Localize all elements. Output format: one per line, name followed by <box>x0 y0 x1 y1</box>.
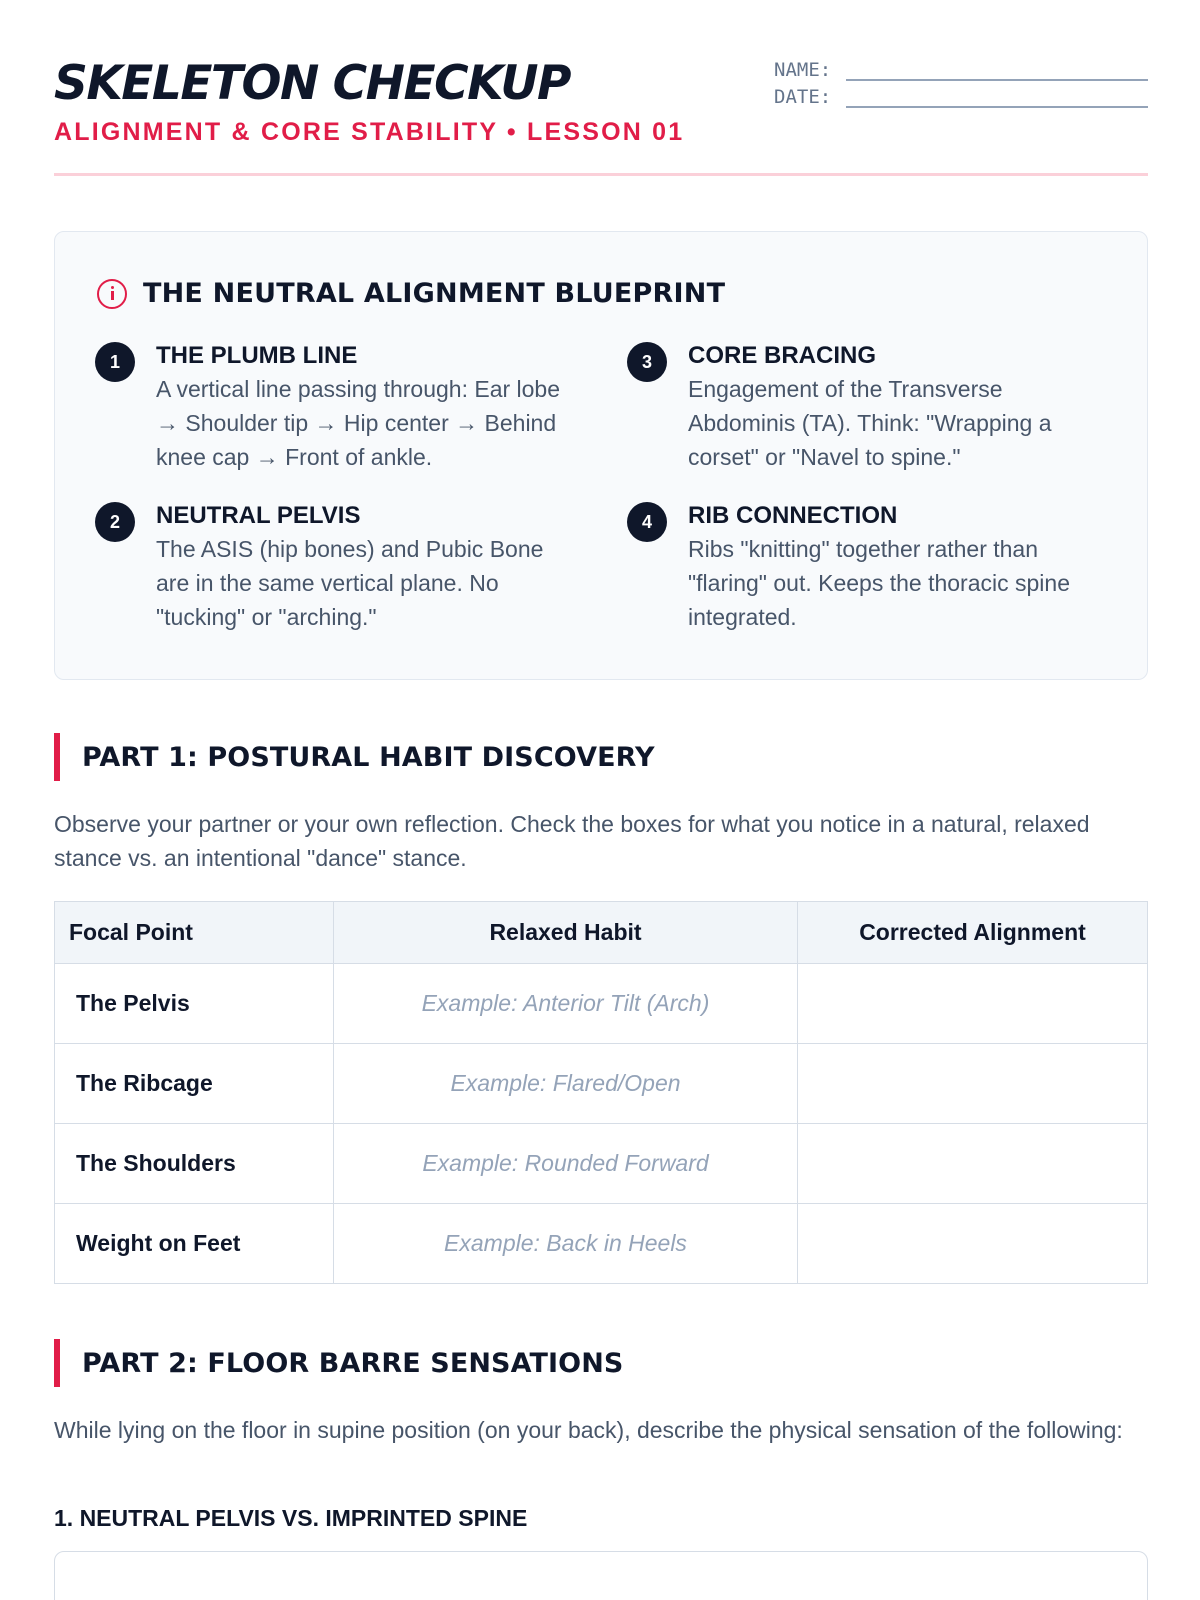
column-header-focal-point: Focal Point <box>55 902 334 964</box>
blueprint-title: THE NEUTRAL ALIGNMENT BLUEPRINT <box>143 278 726 309</box>
blueprint-item-title: CORE BRACING <box>688 342 877 369</box>
part2-heading <box>54 1339 1148 1387</box>
number-badge: 3 <box>627 342 667 382</box>
table-header-row <box>55 902 1148 964</box>
date-field[interactable] <box>846 90 1148 108</box>
blueprint-item-plumb-line <box>95 340 565 474</box>
blueprint-item-text: Ribs "knitting" together rather than "flaring" out. Keeps the thoracic spine integrated. <box>688 536 1070 630</box>
question-1-answer-box[interactable] <box>54 1551 1148 1600</box>
blueprint-item-title: RIB CONNECTION <box>688 502 898 529</box>
worksheet-subtitle: ALIGNMENT & CORE STABILITY • LESSON 01 <box>54 118 685 146</box>
alignment-blueprint-panel <box>54 231 1148 680</box>
corrected-alignment-cell[interactable] <box>798 1204 1148 1284</box>
relaxed-habit-cell[interactable]: Example: Rounded Forward <box>334 1124 798 1204</box>
part2-title: PART 2: FLOOR BARRE SENSATIONS <box>82 1347 624 1379</box>
blueprint-item-title: NEUTRAL PELVIS <box>156 502 361 529</box>
relaxed-habit-cell[interactable]: Example: Flared/Open <box>334 1044 798 1124</box>
blueprint-heading <box>97 278 725 309</box>
blueprint-item-text: A vertical line passing through: Ear lobe → Shoulder tip → Hip center → Behind knee cap → Front of ankle. <box>156 376 561 470</box>
info-icon <box>97 279 127 309</box>
table-row <box>55 964 1148 1044</box>
worksheet-title: SKELETON CHECKUP <box>54 56 570 111</box>
part1-description: Observe your partner or your own reflection. Check the boxes for what you notice in a natural, relaxed stance vs. an intentional "dance" stance. <box>54 811 1090 871</box>
part1-title: PART 1: POSTURAL HABIT DISCOVERY <box>82 741 655 773</box>
focal-point-cell: The Ribcage <box>55 1044 334 1124</box>
focal-point-cell: The Shoulders <box>55 1124 334 1204</box>
number-badge: 1 <box>95 342 135 382</box>
part2-description: While lying on the floor in supine position (on your back), describe the physical sensation of the following: <box>54 1417 1123 1443</box>
blueprint-item-text: The ASIS (hip bones) and Pubic Bone are in the same vertical plane. No "tucking" or "arching." <box>156 536 544 630</box>
column-header-relaxed-habit: Relaxed Habit <box>334 902 798 964</box>
blueprint-item-rib-connection <box>627 500 1097 634</box>
table-row <box>55 1204 1148 1284</box>
name-field[interactable] <box>846 63 1148 81</box>
student-info <box>774 54 1148 108</box>
name-label: NAME: <box>774 59 832 81</box>
focal-point-cell: The Pelvis <box>55 964 334 1044</box>
number-badge: 4 <box>627 502 667 542</box>
name-row <box>774 54 1148 81</box>
corrected-alignment-cell[interactable] <box>798 1124 1148 1204</box>
table-row <box>55 1044 1148 1124</box>
blueprint-item-core-bracing <box>627 340 1097 474</box>
postural-habit-table <box>54 901 1148 1284</box>
question-1-label: 1. NEUTRAL PELVIS VS. IMPRINTED SPINE <box>54 1505 528 1531</box>
date-row <box>774 81 1148 108</box>
blueprint-item-text: Engagement of the Transverse Abdominis (TA). Think: "Wrapping a corset" or "Navel to spine." <box>688 376 1052 470</box>
number-badge: 2 <box>95 502 135 542</box>
corrected-alignment-cell[interactable] <box>798 964 1148 1044</box>
blueprint-item-title: THE PLUMB LINE <box>156 342 358 369</box>
worksheet-header <box>54 52 1148 176</box>
focal-point-cell: Weight on Feet <box>55 1204 334 1284</box>
date-label: DATE: <box>774 86 832 108</box>
relaxed-habit-cell[interactable]: Example: Anterior Tilt (Arch) <box>334 964 798 1044</box>
column-header-corrected-alignment: Corrected Alignment <box>798 902 1148 964</box>
corrected-alignment-cell[interactable] <box>798 1044 1148 1124</box>
relaxed-habit-cell[interactable]: Example: Back in Heels <box>334 1204 798 1284</box>
blueprint-item-neutral-pelvis <box>95 500 565 634</box>
part1-heading <box>54 733 1148 781</box>
table-row <box>55 1124 1148 1204</box>
